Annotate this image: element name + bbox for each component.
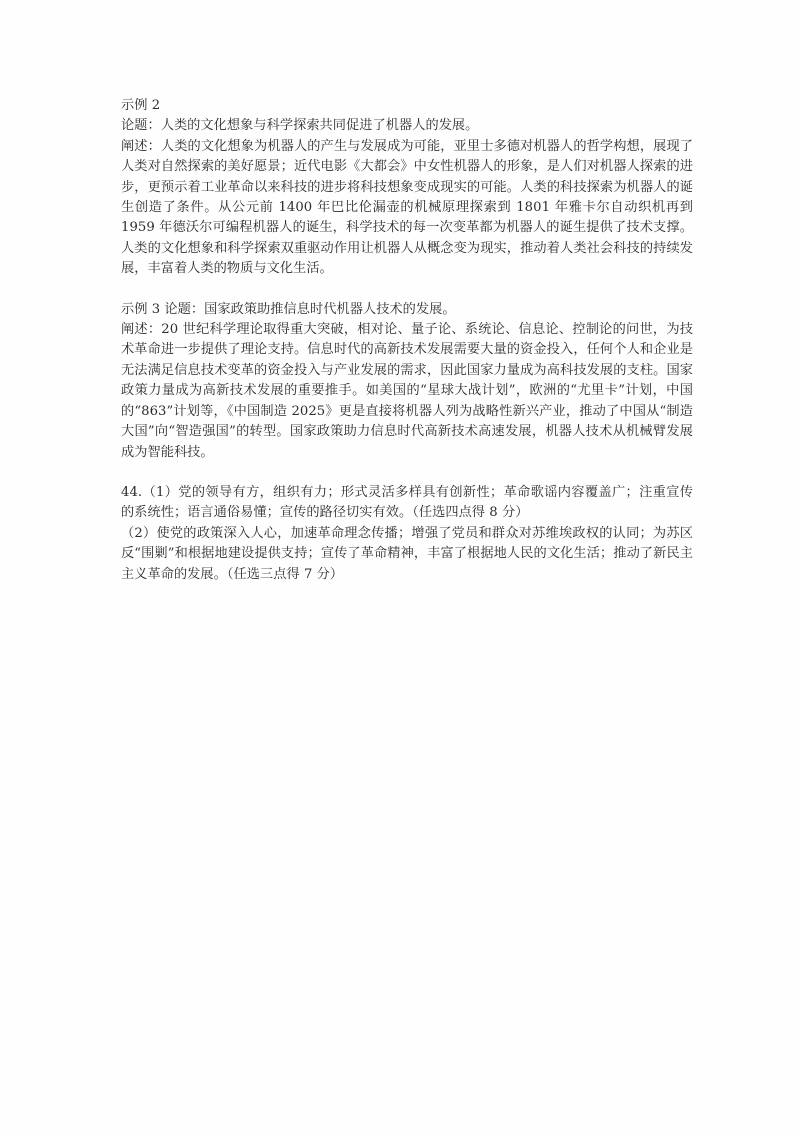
question-44-part-1: 44.（1）党的领导有方，组织有力；形式灵活多样具有创新性；革命歌谣内容覆盖广；注重宣传的系统性；语言通俗易懂；宣传的路径切实有效。（任选四点得 8 分） xyxy=(121,484,693,521)
example-2-section xyxy=(121,96,693,280)
example-2-elaboration: 阐述：人类的文化想象为机器人的产生与发展成为可能，亚里士多德对机器人的哲学构想，展现了人类对自然探索的美好愿景；近代电影《大都会》中女性机器人的形象，是人们对机器人探索的进步，更预示着工业革命以来科技的进步将科技想象变成现实的可能。人类的科技探索为机器人的诞生创造了条件。从公元前 1400 年巴比伦漏壶的机械原理探索到 1801 年雅卡尔自动织机再到 1959 年德沃尔可编程机器人的诞生，科学技术的每一次变革都为机器人的诞生提供了技术支撑。人类的文化想象和科学探索双重驱动作用让机器人从概念变为现实，推动着人类社会科技的持续发展，丰富着人类的物质与文化生活。 xyxy=(121,138,693,277)
example-3-elaboration: 阐述：20 世纪科学理论取得重大突破，相对论、量子论、系统论、信息论、控制论的问世，为技术革命进一步提供了理论支持。信息时代的高新技术发展需要大量的资金投入，任何个人和企业是无法满足信息技术变革的资金投入与产业发展的需求，因此国家力量成为高科技发展的支柱。国家政策力量成为高新技术发展的重要推手。如美国的“星球大战计划”，欧洲的“尤里卡”计划，中国的“863”计划等，《中国制造 2025》更是直接将机器人列为战略性新兴产业，推动了中国从“制造大国”向“智造强国”的转型。国家政策助力信息时代高新技术高速发展，机器人技术从机械臂发展成为智能科技。 xyxy=(121,322,693,460)
example-3-heading-thesis: 示例 3 论题：国家政策助推信息时代机器人技术的发展。 xyxy=(121,301,456,317)
example-2-heading: 示例 2 xyxy=(121,98,161,113)
answer-text-body xyxy=(121,96,693,585)
question-44-part-2: （2）使党的政策深入人心，加速革命理念传播；增强了党员和群众对苏维埃政权的认同；为苏区反“围剿”和根据地建设提供支持；宣传了革命精神，丰富了根据地人民的文化生活；推动了新民主主义革命的发展。（任选三点得 7 分） xyxy=(121,525,693,582)
example-3-section xyxy=(121,300,693,463)
question-44-section xyxy=(121,483,693,585)
example-2-thesis: 论题：人类的文化想象与科学探索共同促进了机器人的发展。 xyxy=(121,118,479,134)
